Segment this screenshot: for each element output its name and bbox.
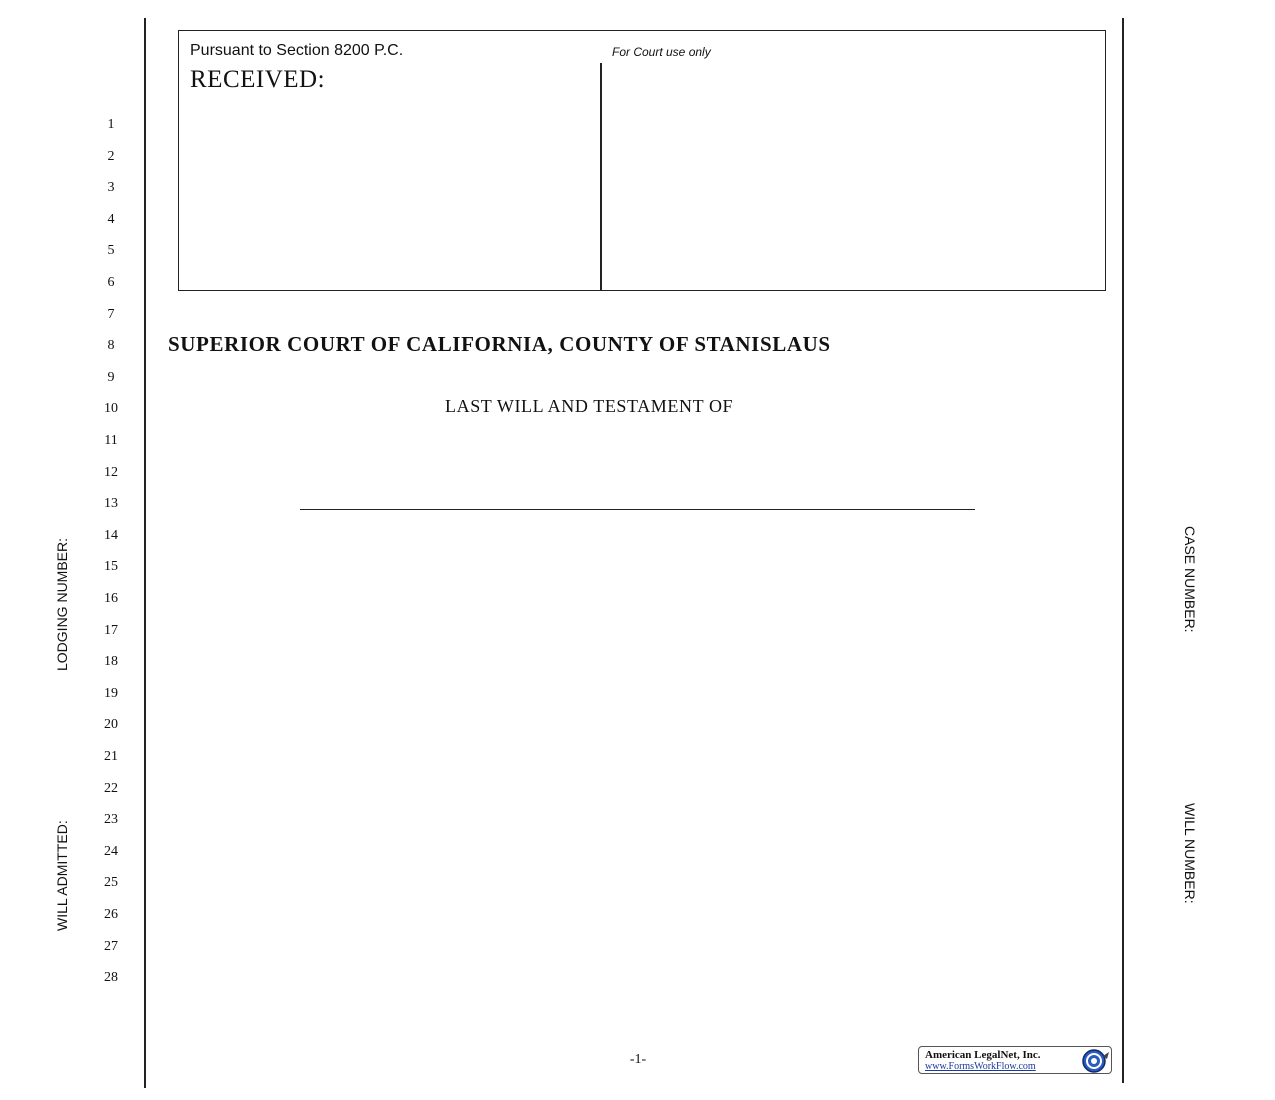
page-number: -1-	[629, 1052, 647, 1067]
case-number-label: CASE NUMBER:	[1182, 526, 1198, 633]
line-number: 15	[104, 559, 118, 575]
line-number: 27	[104, 938, 118, 954]
lodging-number-label: LODGING NUMBER:	[54, 537, 70, 671]
line-number: 14	[104, 527, 118, 543]
will-admitted-label: WILL ADMITTED:	[54, 820, 70, 931]
line-number: 12	[104, 464, 118, 480]
line-number: 23	[104, 812, 118, 828]
line-number: 21	[104, 749, 118, 764]
line-number: 5	[107, 243, 115, 259]
line-number: 24	[104, 843, 118, 859]
testator-name-line	[300, 509, 975, 510]
line-number: 7	[107, 306, 115, 322]
right-margin-rule	[1122, 18, 1124, 1083]
line-number: 25	[104, 875, 118, 891]
brand-logo-icon	[1076, 1048, 1112, 1074]
brand-name: American LegalNet, Inc.	[925, 1049, 1041, 1061]
stamp-box-divider	[600, 63, 602, 291]
line-number: 17	[104, 622, 118, 638]
line-number: 4	[107, 211, 115, 227]
line-number: 28	[104, 970, 118, 986]
line-number: 1	[107, 117, 115, 132]
line-number: 9	[107, 369, 115, 385]
line-number: 13	[104, 496, 118, 512]
court-use-only-label: For Court use only	[612, 45, 711, 59]
received-label: RECEIVED:	[190, 66, 326, 93]
court-title: SUPERIOR COURT OF CALIFORNIA, COUNTY OF STANISLAUS	[168, 332, 831, 356]
line-number: 26	[104, 907, 118, 922]
line-number: 22	[104, 780, 118, 796]
line-number: 20	[104, 717, 118, 733]
line-number: 16	[104, 591, 118, 606]
pursuant-section-text: Pursuant to Section 8200 P.C.	[190, 42, 404, 59]
line-number: 19	[104, 685, 118, 701]
line-number: 3	[107, 180, 115, 196]
line-number: 11	[104, 433, 118, 448]
line-number: 10	[104, 401, 118, 417]
line-number: 2	[107, 148, 115, 164]
line-number: 8	[107, 338, 115, 354]
line-number: 6	[107, 275, 115, 290]
left-margin-rule	[144, 18, 146, 1088]
line-number: 18	[104, 654, 118, 670]
will-number-label: WILL NUMBER:	[1182, 803, 1198, 904]
document-title: LAST WILL AND TESTAMENT OF	[445, 396, 734, 416]
brand-url-link[interactable]: www.FormsWorkFlow.com	[925, 1061, 1036, 1072]
